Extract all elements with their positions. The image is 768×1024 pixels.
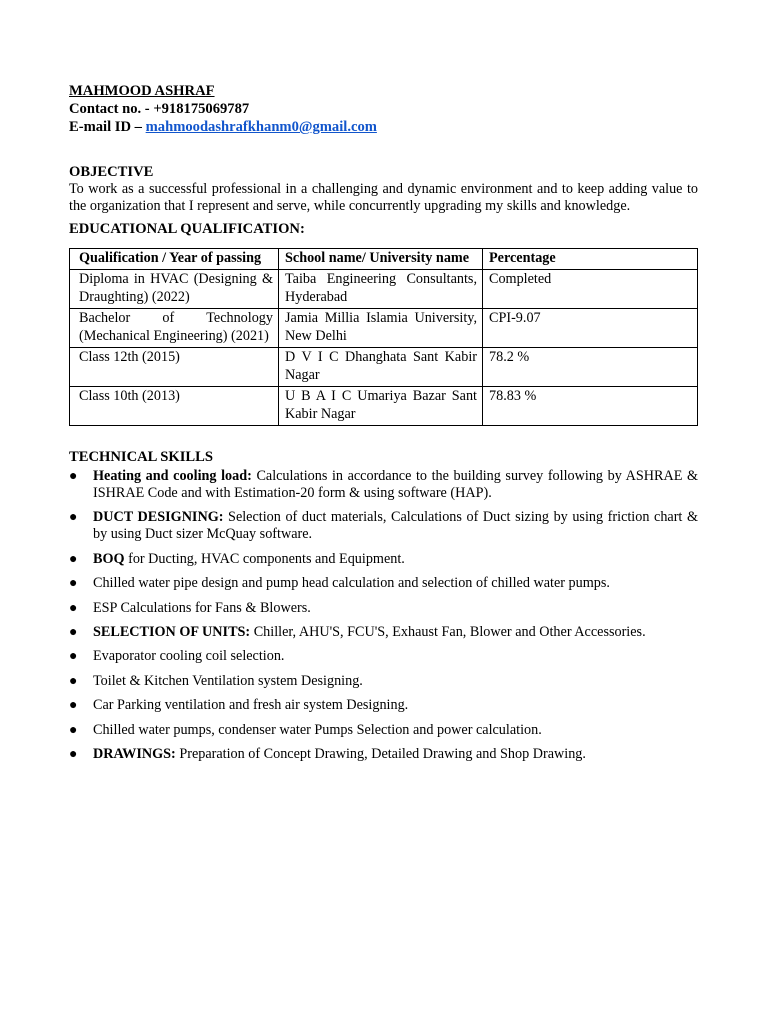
technical-skills-heading: TECHNICAL SKILLS [69,449,213,465]
table-cell-qualification: Class 12th (2015) [70,348,279,387]
objective-text: To work as a successful professional in a challenging and dynamic environment and to keep adding value to the organization that I represent and serve, while concurrently upgrading my skills and knowledge. [69,181,698,214]
column-header-qualification: Qualification / Year of passing [70,249,279,270]
table-cell-school: D V I C Dhanghata Sant Kabir Nagar [279,348,483,387]
table-cell-percentage: 78.83 % [483,387,698,426]
list-item [69,624,698,641]
skill-bold-label: SELECTION OF UNITS: [93,623,251,640]
list-item [69,722,698,739]
table-row [70,309,698,348]
skill-text: Selection of duct materials, Calculations of Duct sizing by using friction chart & by using Duct sizer McQuay software. [93,509,699,543]
email-label: E-mail ID – [69,119,146,135]
resume-page [69,82,698,770]
skill-bold-label: DRAWINGS: [93,745,176,762]
table-cell-percentage: Completed [483,270,698,309]
column-header-percentage: Percentage [483,249,698,270]
bullet-icon: ● [69,551,78,567]
email-link[interactable]: mahmoodashrafkhanm0@gmail.com [145,119,377,135]
skill-bold-label: DUCT DESIGNING: [93,509,224,526]
list-item [69,509,698,543]
table-cell-qualification: Bachelor of Technology (Mechanical Engineering) (2021) [70,309,279,348]
list-item [69,600,698,617]
table-row [70,387,698,426]
skill-text: Car Parking ventilation and fresh air system Designing. [93,697,409,714]
table-cell-qualification: Class 10th (2013) [70,387,279,426]
skill-text: Preparation of Concept Drawing, Detailed Drawing and Shop Drawing. [175,745,586,762]
bullet-icon: ● [69,624,78,640]
bullet-icon: ● [69,746,78,762]
table-header-row [70,249,698,270]
bullet-icon: ● [69,649,78,665]
table-cell-school: U B A I C Umariya Bazar Sant Kabir Nagar [279,387,483,426]
candidate-name: MAHMOOD ASHRAF [69,83,215,99]
list-item [69,551,698,568]
education-table [69,248,698,426]
skill-text: Calculations in accordance to the building survey following by ASHRAE & ISHRAE Code and with Estimation-20 form & using software (HAP). [93,468,698,501]
education-heading: EDUCATIONAL QUALIFICATION: [69,221,305,237]
bullet-icon: ● [69,600,78,616]
email-line [69,118,698,136]
skill-text: for Ducting, HVAC components and Equipment. [124,550,405,567]
skill-text: Chiller, AHU'S, FCU'S, Exhaust Fan, Blower and Other Accessories. [250,623,646,640]
table-row [70,270,698,309]
bullet-icon: ● [69,576,78,592]
skill-bold-label: BOQ [93,550,125,567]
skill-text: ESP Calculations for Fans & Blowers. [93,599,311,616]
contact-number: Contact no. - +918175069787 [69,101,250,117]
list-item [69,673,698,690]
bullet-icon: ● [69,698,78,714]
bullet-icon: ● [69,673,78,689]
table-cell-percentage: 78.2 % [483,348,698,387]
table-cell-qualification: Diploma in HVAC (Designing & Draughting) (2022) [70,270,279,309]
skill-text: Chilled water pipe design and pump head calculation and selection of chilled water pumps. [93,575,610,592]
column-header-school: School name/ University name [279,249,483,270]
skill-text: Evaporator cooling coil selection. [93,648,285,665]
bullet-icon: ● [69,510,78,526]
skill-text: Toilet & Kitchen Ventilation system Designing. [93,672,363,689]
bullet-icon: ● [69,722,78,738]
skill-text: Chilled water pumps, condenser water Pumps Selection and power calculation. [93,721,542,738]
skills-list [69,468,698,763]
list-item [69,746,698,763]
list-item [69,697,698,714]
skill-bold-label: Heating and cooling load: [93,468,252,484]
table-row [70,348,698,387]
table-cell-percentage: CPI-9.07 [483,309,698,348]
objective-heading: OBJECTIVE [69,164,154,180]
bullet-icon: ● [69,469,78,484]
list-item [69,648,698,665]
table-cell-school: Taiba Engineering Consultants, Hyderabad [279,270,483,309]
list-item [69,468,698,502]
list-item [69,575,698,592]
table-cell-school: Jamia Millia Islamia University, New Delhi [279,309,483,348]
